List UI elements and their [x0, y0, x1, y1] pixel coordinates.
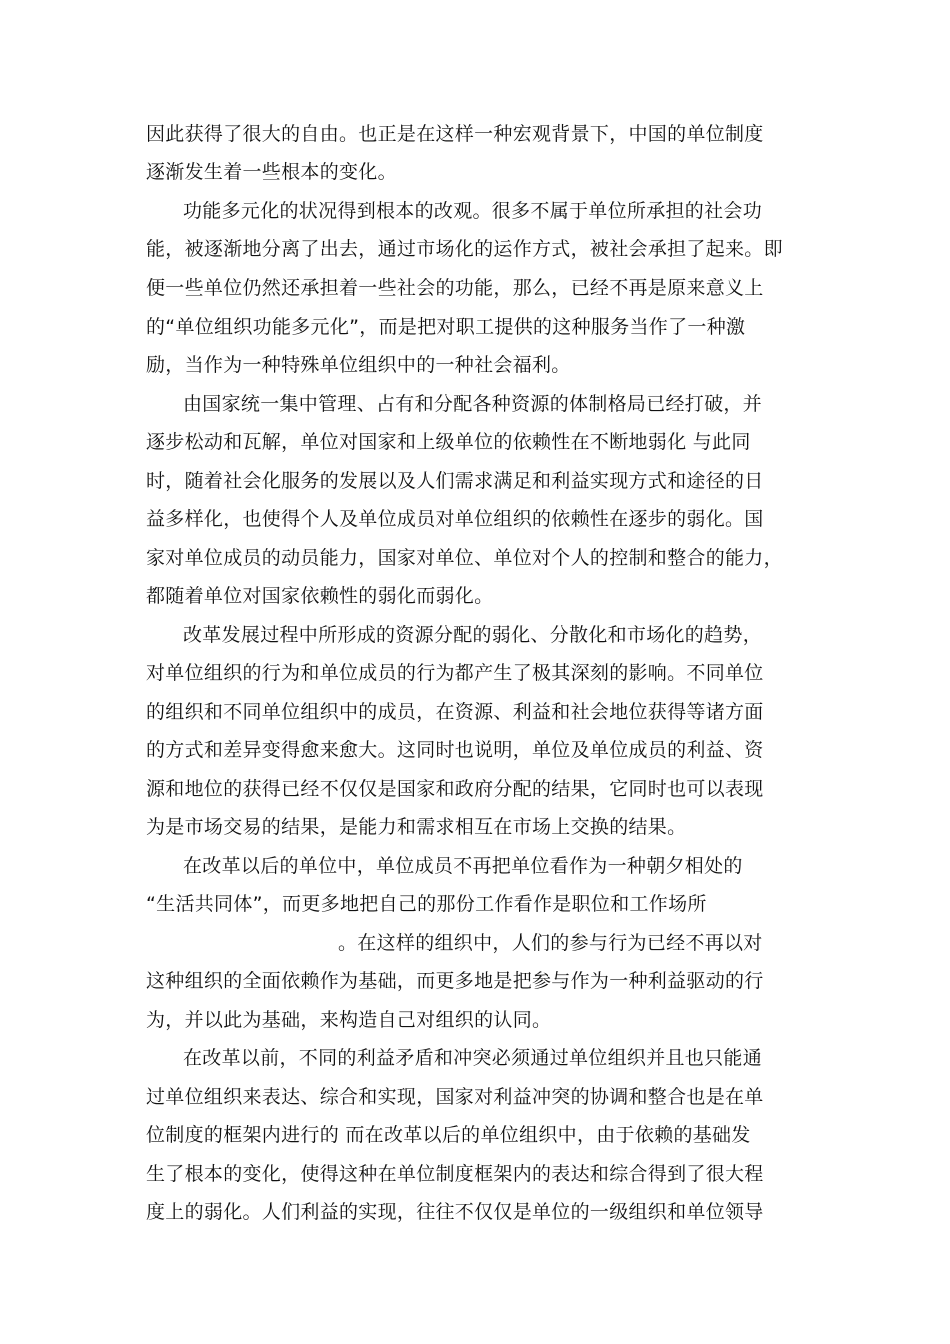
- paragraph-first-line: 改革发展过程中所形成的资源分配的弱化、分散化和市场化的趋势，: [183, 624, 763, 646]
- text-line: 为，并以此为基础，来构造自己对组织的认同。: [146, 1009, 552, 1031]
- text-line: 的方式和差异变得愈来愈大。这同时也说明，单位及单位成员的利益、资: [146, 739, 764, 761]
- text-line: “生活共同体”，而更多地把自己的那份工作看作是职位和工作场所: [146, 893, 707, 915]
- text-line: 的组织和不同单位组织中的成员，在资源、利益和社会地位获得等诸方面: [146, 701, 764, 723]
- text-line: 度上的弱化。人们利益的实现，往往不仅仅是单位的一级组织和单位领导: [146, 1201, 764, 1223]
- text-line: 时，随着社会化服务的发展以及人们需求满足和利益实现方式和途径的日: [146, 470, 764, 492]
- text-line: 因此获得了很大的自由。也正是在这样一种宏观背景下，中国的单位制度: [146, 123, 764, 145]
- paragraph-first-line: 功能多元化的状况得到根本的改观。很多不属于单位所承担的社会功: [183, 200, 763, 222]
- text-line: 逐步松动和瓦解，单位对国家和上级单位的依赖性在不断地弱化 与此同: [146, 431, 751, 453]
- text-line: 生了根本的变化，使得这种在单位制度框架内的表达和综合得到了很大程: [146, 1163, 764, 1185]
- text-line: 对单位组织的行为和单位成员的行为都产生了极其深刻的影响。不同单位: [146, 662, 764, 684]
- text-line: 源和地位的获得已经不仅仅是国家和政府分配的结果，它同时也可以表现: [146, 778, 764, 800]
- text-line: 励，当作为一种特殊单位组织中的一种社会福利。: [146, 354, 571, 376]
- paragraph-first-line: 在改革以前，不同的利益矛盾和冲突必须通过单位组织并且也只能通: [183, 1047, 763, 1069]
- text-line: 都随着单位对国家依赖性的弱化而弱化。: [146, 585, 494, 607]
- text-line: 位制度的框架内进行的 而在改革以后的单位组织中，由于依赖的基础发: [146, 1124, 751, 1146]
- text-line: 。在这样的组织中，人们的参与行为已经不再以对: [338, 932, 763, 954]
- text-line: 便一些单位仍然还承担着一些社会的功能，那么，已经不再是原来意义上: [146, 277, 764, 299]
- text-line: 为是市场交易的结果，是能力和需求相互在市场上交换的结果。: [146, 816, 687, 838]
- text-line: 这种组织的全面依赖作为基础，而更多地是把参与作为一种利益驱动的行: [146, 970, 764, 992]
- text-line: 益多样化，也使得个人及单位成员对单位组织的依赖性在逐步的弱化。国: [146, 508, 764, 530]
- text-line: 家对单位成员的动员能力，国家对单位、单位对个人的控制和整合的能力，: [146, 547, 783, 569]
- text-line: 逐渐发生着一些根本的变化。: [146, 161, 397, 183]
- text-line: 能，被逐渐地分离了出去，通过市场化的运作方式，被社会承担了起来。即: [146, 238, 783, 260]
- paragraph-first-line: 由国家统一集中管理、占有和分配各种资源的体制格局已经打破，并: [183, 393, 763, 415]
- paragraph-first-line: 在改革以后的单位中，单位成员不再把单位看作为一种朝夕相处的: [183, 855, 743, 877]
- text-line: 过单位组织来表达、综合和实现，国家对利益冲突的协调和整合也是在单: [146, 1086, 764, 1108]
- text-line: 的“单位组织功能多元化”，而是把对职工提供的这种服务当作了一种激: [146, 316, 746, 338]
